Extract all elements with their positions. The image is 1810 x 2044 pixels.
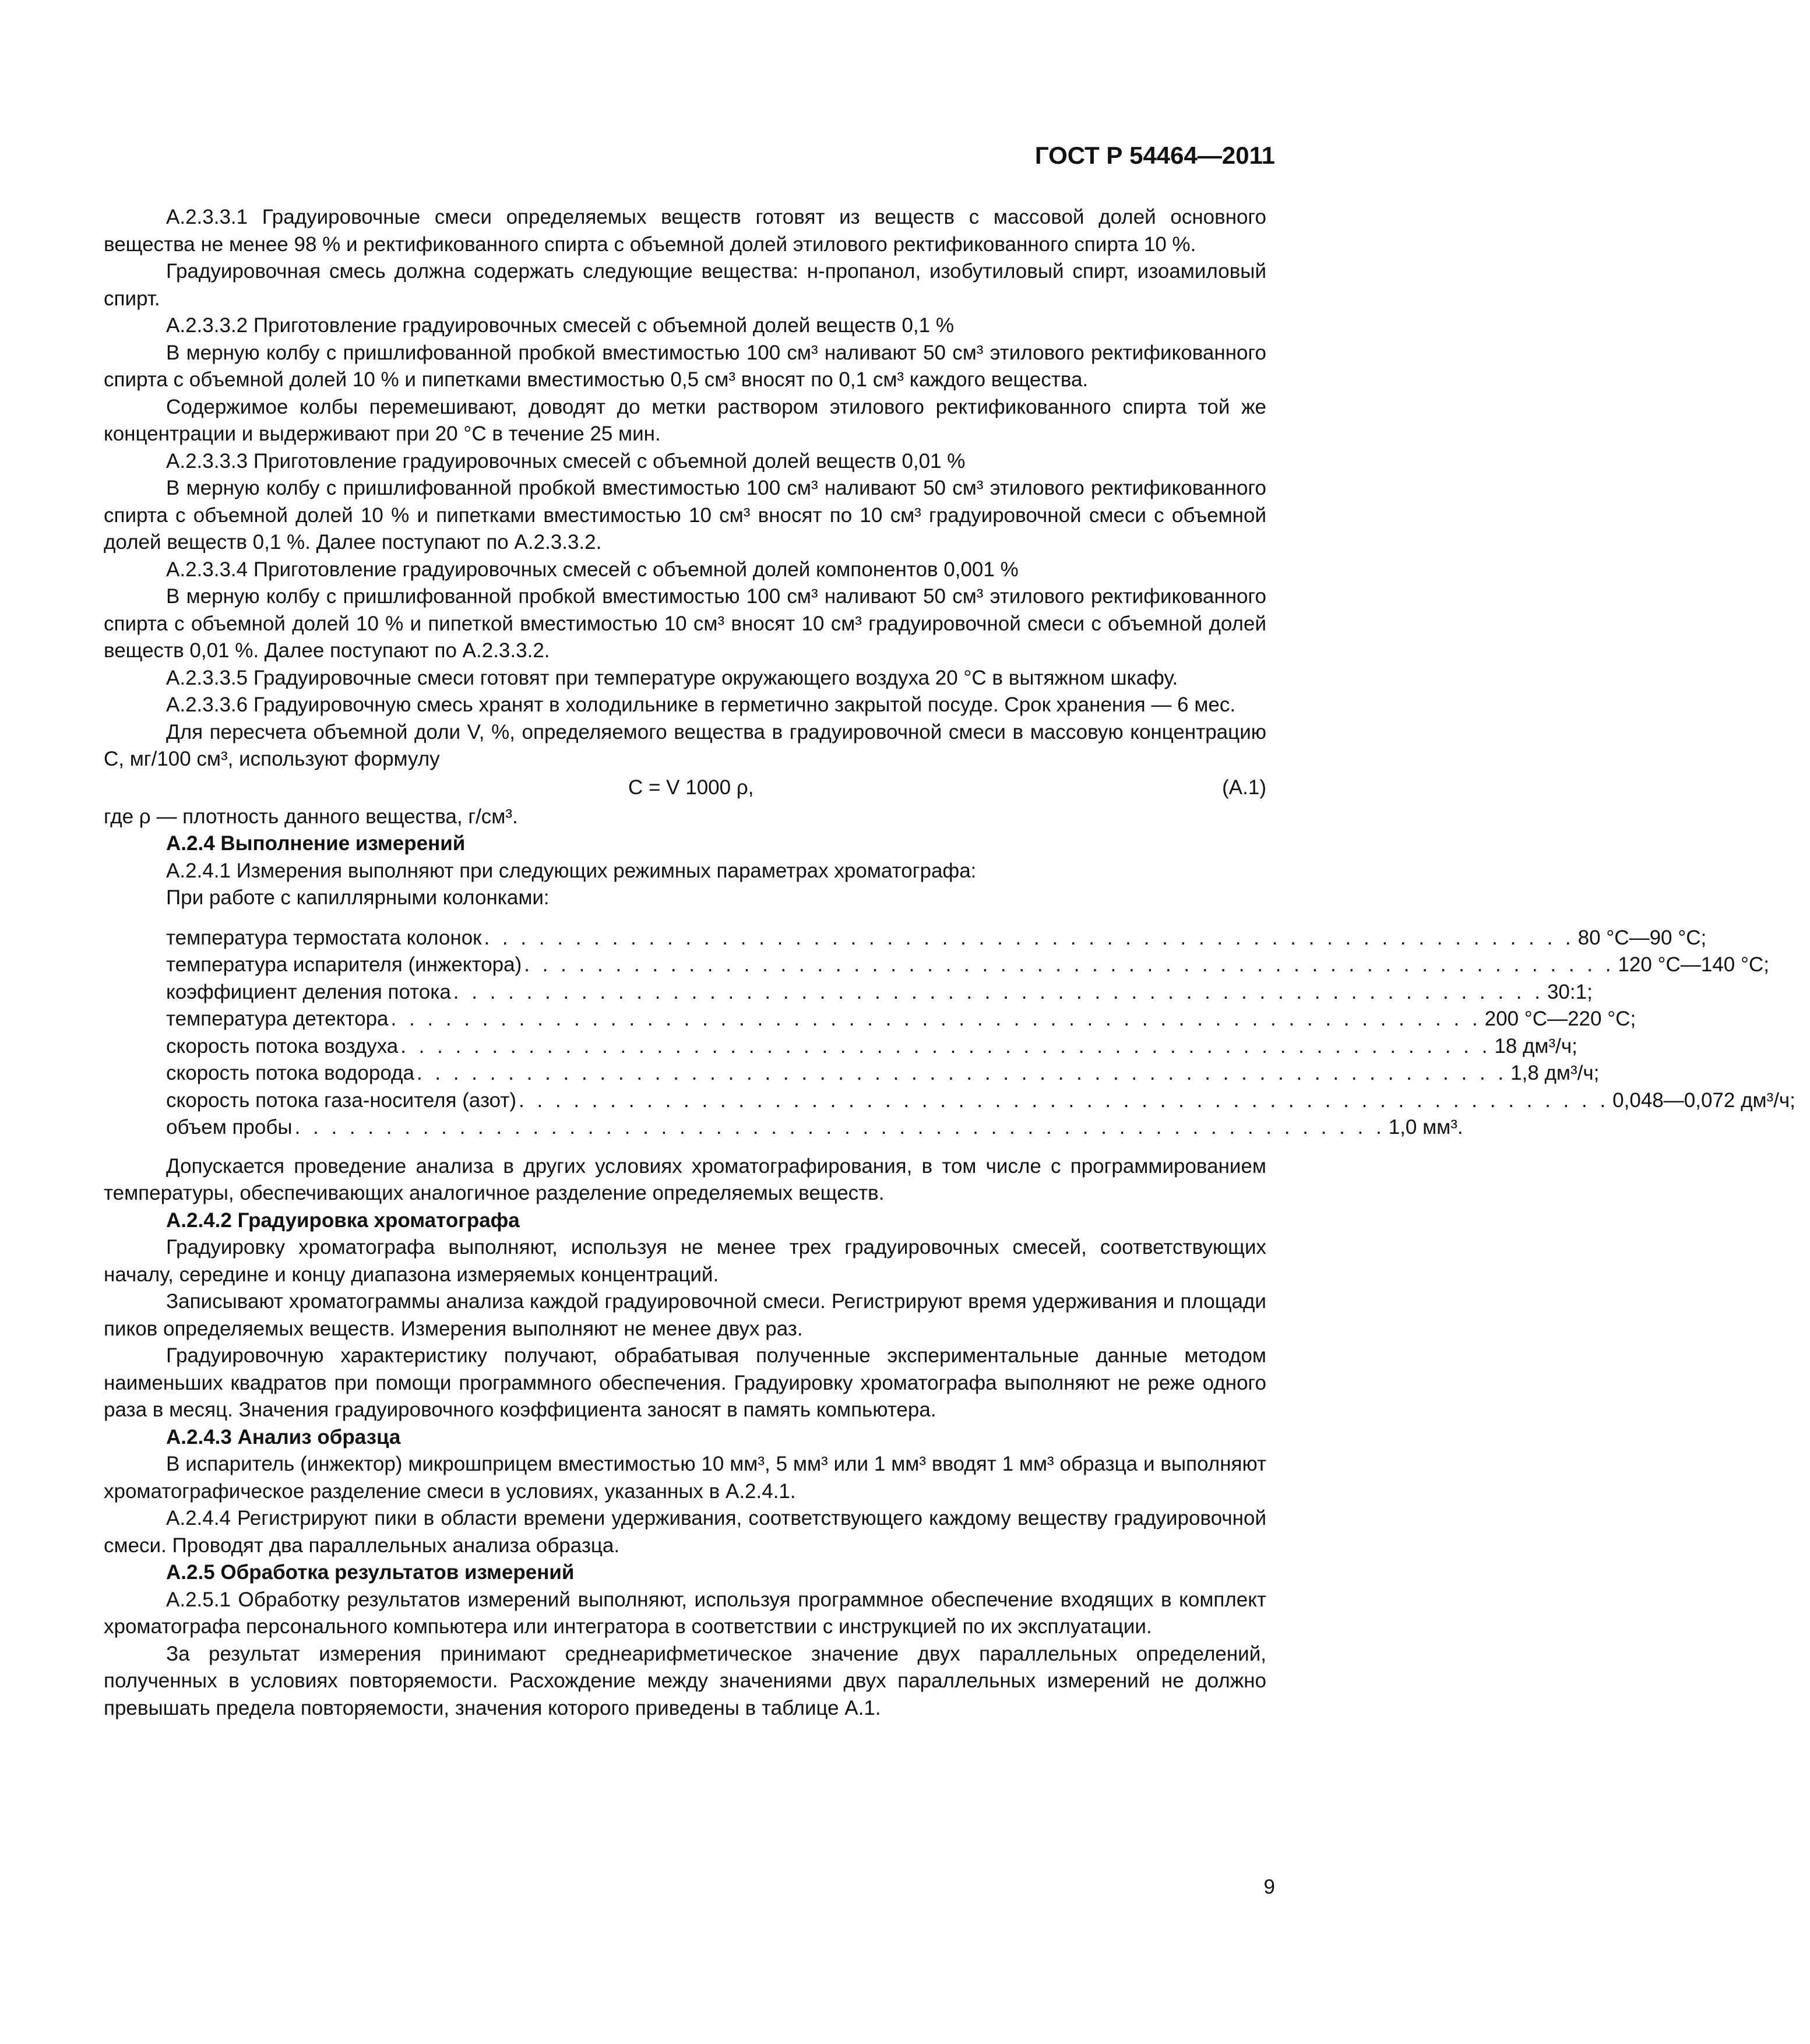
parameter-value: 80 °С—90 °С; [1577, 926, 1707, 949]
paragraph-a2334-procedure: В мерную колбу с пришлифованной пробкой вместимостью 100 см³ наливают 50 см³ этилового ректификованного спирта с объемной долей 10 % и пипеткой вместимостью 10 см³ вносят 10 см³ градуировочной смеси с объемной долей веществ 0,01 %. Далее поступают по А.2.3.3.2. [104, 585, 1266, 662]
parameter-name: коэффициент деления потока [166, 980, 451, 1003]
paragraph-a2332-mixing: Содержимое колбы перемешивают, доводят до метки раствором этилового ректификованного спирта той же концентрации и выдерживают при 20 °С в течение 25 мин. [104, 395, 1266, 445]
paragraph-a2334: А.2.3.3.4 Приготовление градуировочных смесей с объемной долей компонентов 0,001 % [166, 558, 1019, 581]
parameter-name: скорость потока водорода [166, 1062, 414, 1084]
paragraph-a251: А.2.5.1 Обработку результатов измерений выполняют, используя программное обеспечение входящих в комплект хроматографа персонального компьютера или интегратора в соответствии с инструкцией по их эксплуатации. [104, 1588, 1266, 1638]
parameter-value: 0,048—0,072 дм³/ч; [1612, 1088, 1795, 1112]
paragraph-a2335: А.2.3.3.5 Градуировочные смеси готовят при температуре окружающего воздуха 20 °С в вытяжном шкафу. [166, 666, 1178, 689]
parameter-name: температура термостата колонок [166, 926, 482, 949]
section-heading-a242: А.2.4.2 Градуировка хроматографа [166, 1208, 520, 1232]
parameter-name: скорость потока воздуха [166, 1034, 399, 1058]
paragraph-a244: А.2.4.4 Регистрируют пики в области времени удерживания, соответствующего каждому веществу градуировочной смеси. Проводят два параллельных анализа образца. [104, 1507, 1266, 1557]
parameter-row [166, 979, 1593, 1006]
parameter-row [166, 1060, 1600, 1087]
paragraph-a241: А.2.4.1 Измерения выполняют при следующих режимных параметрах хроматографа: [166, 859, 977, 882]
document-body [104, 204, 1795, 1722]
parameter-value: 18 дм³/ч; [1494, 1034, 1577, 1058]
paragraph-calibration: Градуировку хроматографа выполняют, используя не менее трех градуировочных смесей, соответствующих началу, середине и концу диапазона измеряемых концентраций. [104, 1236, 1266, 1286]
paragraph-formula-where: где ρ — плотность данного вещества, г/см³. [104, 805, 518, 828]
dot-leader: . . . . . . . . . . . . . . . . . . . . . . . . . . . . . . . . . . . . . . . . . . . . . . . . . . . . . . . . . . . . [453, 980, 1544, 1003]
parameter-value: 1,8 дм³/ч; [1510, 1062, 1600, 1084]
page-number: 9 [1263, 1876, 1275, 1898]
paragraph-a2332-procedure: В мерную колбу с пришлифованной пробкой вместимостью 100 см³ наливают 50 см³ этилового ректификованного спирта с объемной долей 10 % и пипетками вместимостью 0,5 см³ вносят по 0,1 см³ каждого вещества. [104, 341, 1266, 391]
section-heading-a243: А.2.4.3 Анализ образца [166, 1425, 401, 1449]
section-heading-a24: А.2.4 Выполнение измерений [166, 832, 466, 855]
parameter-name: скорость потока газа-носителя (азот) [166, 1088, 516, 1112]
chromatograph-parameters-list [166, 925, 1795, 1141]
parameter-row [166, 1033, 1577, 1060]
paragraph-mixture-composition: Градуировочная смесь должна содержать следующие вещества: н-пропанол, изобутиловый спирт, изоамиловый спирт. [104, 260, 1266, 310]
equation-number: (А.1) [1222, 776, 1266, 799]
dot-leader: . . . . . . . . . . . . . . . . . . . . . . . . . . . . . . . . . . . . . . . . . . . . . . . . . . . . . . . . . . . . [416, 1062, 1508, 1084]
dot-leader: . . . . . . . . . . . . . . . . . . . . . . . . . . . . . . . . . . . . . . . . . . . . . . . . . . . . . . . . . . . . [294, 1116, 1385, 1139]
dot-leader: . . . . . . . . . . . . . . . . . . . . . . . . . . . . . . . . . . . . . . . . . . . . . . . . . . . . . . . . . . . . [519, 1088, 1610, 1112]
paragraph-a2333: А.2.3.3.3 Приготовление градуировочных смесей с объемной долей веществ 0,01 % [166, 449, 966, 473]
standard-code-header: ГОСТ Р 54464—2011 [1034, 142, 1275, 169]
parameter-name: объем пробы [166, 1116, 293, 1139]
parameter-value: 1,0 мм³. [1388, 1116, 1463, 1139]
paragraph-conversion-intro: Для пересчета объемной доли V, %, определяемого вещества в градуировочной смеси в массовую концентрацию С, мг/100 см³, используют формулу [104, 720, 1266, 770]
parameter-row [166, 1087, 1795, 1115]
paragraph-other-conditions: Допускается проведение анализа в других условиях хроматографирования, в том числе с программированием температуры, обеспечивающих аналогичное разделение определяемых веществ. [104, 1154, 1266, 1204]
paragraph-calibration-characteristic: Градуировочную характеристику получают, обрабатывая полученные экспериментальные данные методом наименьших квадратов при помощи программного обеспечения. Градуировку хроматографа выполняют не реже одного раза в месяц. Значения градуировочного коэффициента заносят в память компьютера. [104, 1344, 1266, 1421]
parameter-value: 30:1; [1547, 980, 1593, 1003]
paragraph-a2333-procedure: В мерную колбу с пришлифованной пробкой вместимостью 100 см³ наливают 50 см³ этилового ректификованного спирта с объемной долей 10 % и пипетками вместимостью 10 см³ вносят по 10 см³ градуировочной смеси с объемной долей веществ 0,1 %. Далее поступают по А.2.3.3.2. [104, 477, 1266, 554]
parameter-name: температура испарителя (инжектора) [166, 953, 522, 976]
parameter-name: температура детектора [166, 1007, 389, 1030]
dot-leader: . . . . . . . . . . . . . . . . . . . . . . . . . . . . . . . . . . . . . . . . . . . . . . . . . . . . . . . . . . . . [524, 953, 1615, 976]
dot-leader: . . . . . . . . . . . . . . . . . . . . . . . . . . . . . . . . . . . . . . . . . . . . . . . . . . . . . . . . . . . . [400, 1034, 1491, 1058]
dot-leader: . . . . . . . . . . . . . . . . . . . . . . . . . . . . . . . . . . . . . . . . . . . . . . . . . . . . . . . . . . . . [390, 1007, 1481, 1030]
parameter-row [166, 951, 1769, 979]
paragraph-sample-injection: В испаритель (инжектор) микрошприцем вместимостью 10 мм³, 5 мм³ или 1 мм³ вводят 1 мм³ образца и выполняют хроматографическое разделение смеси в условиях, указанных в А.2.4.1. [104, 1453, 1266, 1503]
formula: С = V 1000 ρ, [628, 776, 754, 799]
paragraph-chromatograms: Записывают хроматограммы анализа каждой градуировочной смеси. Регистрируют время удерживания и площади пиков определяемых веществ. Измерения выполняют не менее двух раз. [104, 1290, 1266, 1340]
formula-row [104, 774, 1266, 802]
parameter-value: 120 °С—140 °С; [1618, 953, 1769, 976]
paragraph-result: За результат измерения принимают среднеарифметическое значение двух параллельных определений, полученных в условиях повторяемости. Расхождение между значениями двух параллельных измерений не должно превышать предела повторяемости, значения которого приведены в таблице А.1. [104, 1642, 1266, 1719]
paragraph-a2331: А.2.3.3.1 Градуировочные смеси определяемых веществ готовят из веществ с массовой долей основного вещества не менее 98 % и ректификованного спирта с объемной долей этилового ректификованного спирта 10 %. [104, 206, 1266, 256]
dot-leader: . . . . . . . . . . . . . . . . . . . . . . . . . . . . . . . . . . . . . . . . . . . . . . . . . . . . . . . . . . . . [484, 926, 1575, 949]
paragraph-a2336: А.2.3.3.6 Градуировочную смесь хранят в холодильнике в герметично закрытой посуде. Срок хранения — 6 мес. [166, 693, 1236, 716]
paragraph-capillary-columns: При работе с капиллярными колонками: [166, 886, 550, 909]
parameter-row [166, 925, 1707, 952]
section-heading-a25: А.2.5 Обработка результатов измерений [166, 1561, 575, 1584]
parameter-row [166, 1006, 1636, 1033]
parameter-value: 200 °С—220 °С; [1484, 1007, 1636, 1030]
parameter-row [166, 1114, 1463, 1141]
paragraph-a2332: А.2.3.3.2 Приготовление градуировочных смесей с объемной долей веществ 0,1 % [166, 314, 954, 337]
